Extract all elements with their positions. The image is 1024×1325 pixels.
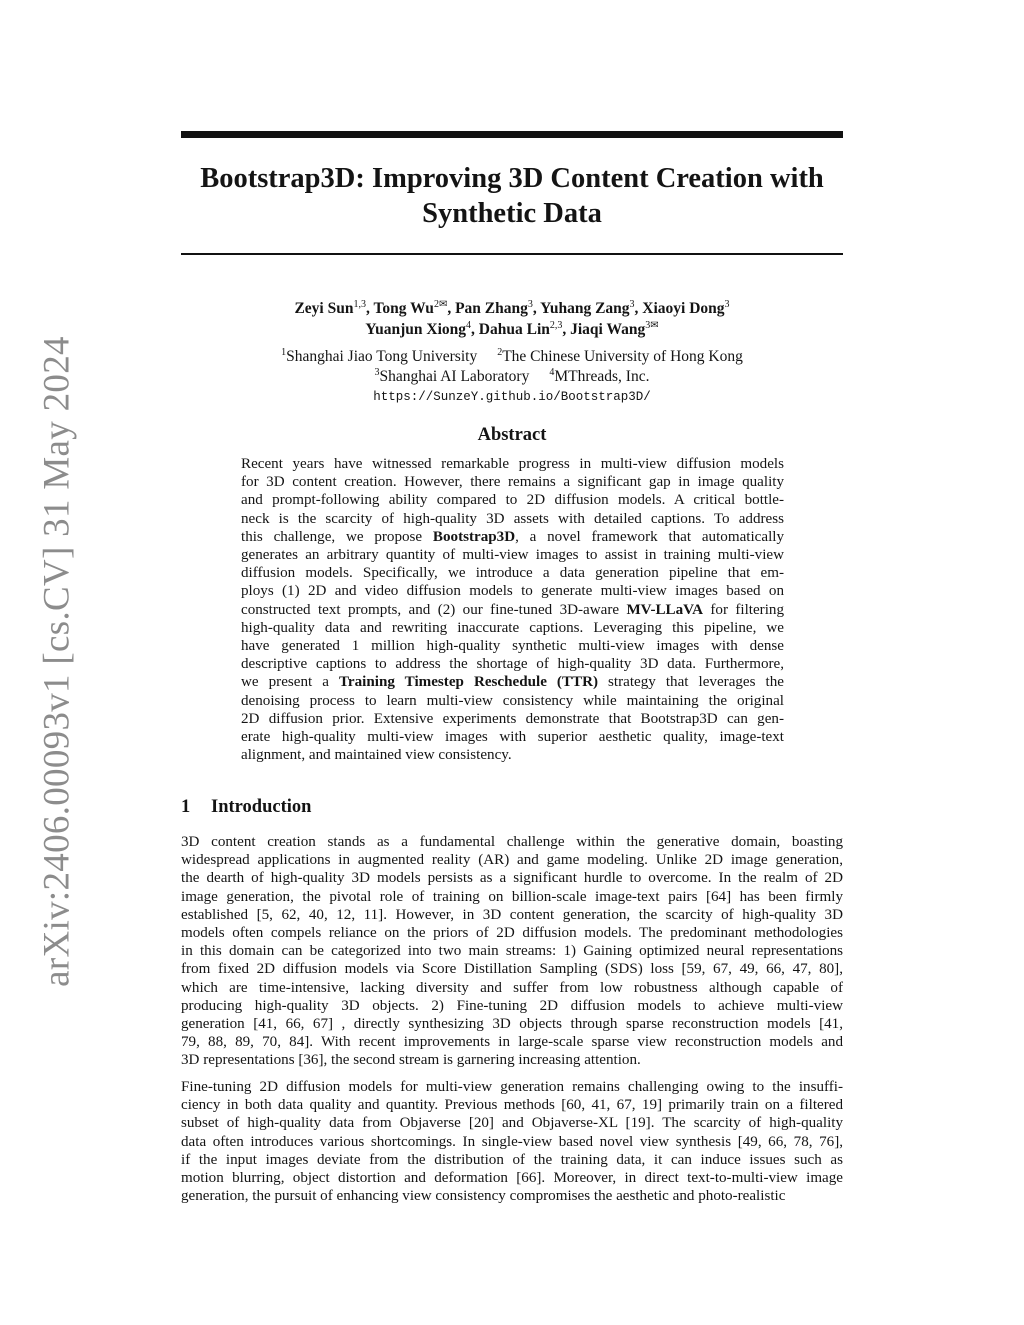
abstract-body — [241, 455, 784, 764]
abstract-line: alignment, and maintained view consistency. — [241, 747, 512, 764]
title-bottom-rule — [181, 253, 843, 255]
section-heading-introduction — [181, 795, 311, 819]
bold-term: MV-LLaVA — [626, 601, 704, 618]
abstract-line: have generated 1 million high-quality synthetic multi-view images with dense — [241, 638, 784, 655]
affiliation-line-1 — [181, 347, 843, 367]
affiliation-name: The Chinese University of Hong Kong — [502, 348, 743, 365]
abstract-line: high-quality data and rewriting inaccurate captions. Leveraging this pipeline, we — [241, 619, 784, 636]
arxiv-side-stamp: arXiv:2406.00093v1 [cs.CV] 31 May 2024 — [36, 336, 78, 987]
intro-line: producing high-quality 3D objects. 2) Fine-tuning 2D diffusion models to achieve multi-view — [181, 997, 843, 1014]
author-name: Yuanjun Xiong — [365, 321, 467, 338]
abstract-line: erate high-quality multi-view images with superior aesthetic quality, image-text — [241, 729, 784, 746]
affiliation-name: MThreads, Inc. — [554, 368, 650, 385]
intro-line: in this domain can be categorized into two main streams: 1) Gaining optimized neural representations — [181, 943, 843, 960]
section-title: Introduction — [211, 797, 312, 817]
intro-line: Fine-tuning 2D diffusion models for multi-view generation remains challenging owing to the insuffi- — [181, 1079, 843, 1095]
intro-line: 3D representations [36], the second stream is garnering increasing attention. — [181, 1052, 641, 1069]
abstract-line: descriptive captions to address the shortage of high-quality 3D data. Furthermore, — [241, 656, 784, 673]
affiliation-marker: 4 — [549, 367, 555, 378]
bold-term: Training Timestep Reschedule (TTR) — [338, 674, 599, 691]
project-url[interactable]: https://SunzeY.github.io/Bootstrap3D/ — [373, 390, 651, 404]
abstract-heading: Abstract — [477, 425, 547, 445]
paper-title — [181, 161, 843, 231]
author-list — [181, 298, 843, 340]
affiliation-name: Shanghai Jiao Tong University — [286, 348, 478, 365]
author-name: Tong Wu — [373, 300, 434, 317]
author-line-1: Zeyi Sun$^{1,3}$, Tong $Wu^{2✉}$, Pan Zhang$^3$, Yuhang Zang$^3$, Xiaoyi Dong$^3$ — [294, 299, 730, 317]
intro-line: ciency in both data quality and quantity. Previous methods [60, 41, 67, 19] primarily train on a filtered — [181, 1097, 843, 1114]
intro-line: established [5, 62, 40, 12, 11]. However, in 3D content generation, the scarcity of high-quality 3D — [181, 906, 843, 923]
affiliation-marker: 2 — [497, 347, 503, 358]
abstract-line: 2D diffusion prior. Extensive experiments demonstrate that Bootstrap3D can gen- — [241, 710, 784, 727]
intro-line: from fixed 2D diffusion models via Score Distillation Sampling (SDS) loss [59, 67, 49, 66, 47, 80], — [181, 961, 843, 978]
abstract-line: ploys (1) 2D and video diffusion models to generate multi-view images based on — [241, 583, 784, 600]
intro-line: generation, the pursuit of enhancing view consistency compromises the aesthetic and photo-realistic — [181, 1188, 786, 1205]
affiliation-marker: 1,3 — [353, 299, 366, 310]
intro-paragraph-2 — [181, 1078, 843, 1205]
abstract-line: for 3D content creation. However, there remains a significant gap in image quality — [241, 474, 784, 491]
title-line-1: Bootstrap3D: Improving 3D Content Creation with — [200, 163, 824, 194]
abstract-line: neck is the scarcity of high-quality 3D assets with detailed captions. To address — [241, 510, 784, 527]
affiliation-marker: 3 — [374, 367, 380, 378]
intro-line: data often introduces various shortcomings. In single-view based novel view synthesis [49, 66, 78, 76], — [181, 1133, 843, 1150]
intro-line: if the input images deviate from the distribution of the training data, it can induce issues such as — [181, 1151, 843, 1168]
section-number: 1 — [181, 797, 191, 817]
abstract-line: constructed text prompts, and (2) our fine-tuned 3D-aware MV-LLaVA for filtering — [241, 601, 784, 618]
author-name: Dahua Lin — [478, 321, 550, 338]
intro-line: which are time-intensive, lacking diversity and suffer from low robustness although capable of — [181, 979, 843, 996]
affiliation-marker: 3 — [629, 299, 635, 310]
abstract-line: diffusion models. Specifically, we introduce a data generation pipeline that em- — [241, 565, 784, 582]
author-line-2: Yuanjun Xiong$^4$, Dahua Lin$^{2,3}$, Jiaqi Wang$^{3✉}$ — [365, 320, 659, 338]
affiliation-marker: 3✉ — [645, 320, 659, 331]
intro-line: motion blurring, object distortion and deformation [66]. Moreover, in direct text-to-multi-view image — [181, 1170, 843, 1187]
intro-line: 79, 88, 89, 70, 84]. With recent improvements in large-scale sparse view reconstruction models and — [181, 1034, 843, 1051]
affiliation-marker: 2,3 — [549, 320, 563, 331]
intro-paragraph-1 — [181, 833, 843, 1070]
author-name: Zeyi Sun — [294, 300, 354, 317]
bold-term: Bootstrap3D — [432, 528, 516, 545]
affiliation-marker: 3 — [724, 299, 730, 310]
affiliation-marker: 2✉ — [433, 299, 448, 310]
affiliation-name: Shanghai AI Laboratory — [379, 368, 530, 385]
affiliation-line-2 — [181, 367, 843, 387]
abstract-line: Recent years have witnessed remarkable progress in multi-view diffusion models — [241, 456, 784, 472]
intro-line: widespread applications in augmented reality (AR) and game modeling. Unlike 2D image generation, — [181, 852, 843, 869]
abstract-line: and prompt-following ability compared to 2D diffusion models. A critical bottle- — [241, 492, 784, 509]
author-name: Jiaqi Wang — [570, 321, 646, 338]
affiliation-marker: 3 — [527, 299, 533, 310]
author-name: Pan Zhang — [455, 300, 528, 317]
abstract-line: generates an arbitrary quantity of multi-view images to assist in training multi-view — [241, 547, 784, 564]
affiliation-marker: 4 — [466, 320, 472, 331]
abstract-line: we present a Training Timestep Reschedule (TTR) strategy that leverages the — [241, 674, 784, 691]
abstract-line: denoising process to learn multi-view consistency while maintaining the original — [241, 692, 784, 709]
abstract-line: this challenge, we propose Bootstrap3D, a novel framework that automatically — [241, 528, 785, 545]
title-top-rule — [181, 131, 843, 138]
intro-line: models often compels reliance on the priors of 2D diffusion models. The predominant methodologies — [181, 925, 843, 942]
title-line-2: Synthetic Data — [422, 198, 602, 229]
intro-line: subset of high-quality data from Objaverse [20] and Objaverse-XL [19]. The scarcity of high-quality — [181, 1115, 843, 1132]
intro-line: the dearth of high-quality 3D models persists as a significant hurdle to overcome. In the realm of 2D — [181, 870, 843, 887]
author-name: Yuhang Zang — [540, 300, 630, 317]
intro-line: image generation, the pivotal role of training on billion-scale image-text pairs [64] has been firmly — [181, 888, 843, 905]
affiliation-marker: 1 — [281, 347, 287, 358]
intro-line: generation [41, 66, 67] , directly synthesizing 3D objects through sparse reconstruction models [41, — [181, 1016, 843, 1033]
intro-line: 3D content creation stands as a fundamental challenge within the generative domain, boasting — [181, 834, 843, 850]
author-name: Xiaoyi Dong — [642, 300, 725, 317]
